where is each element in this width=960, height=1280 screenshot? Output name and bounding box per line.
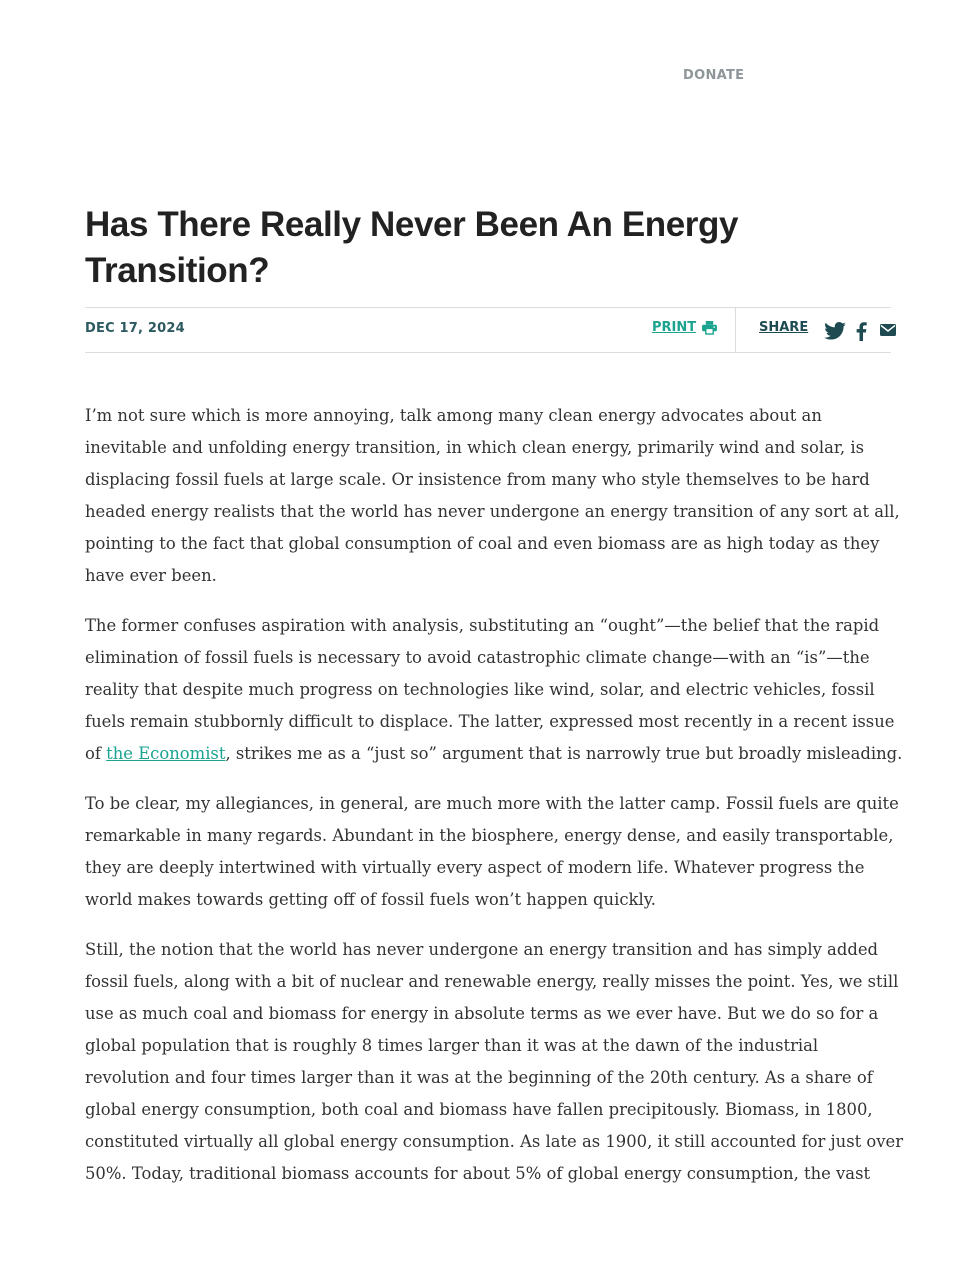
twitter-icon[interactable] (824, 322, 846, 340)
text-line: have ever been. (85, 566, 217, 585)
text-line: reality that despite much progress on technologies like wind, solar, and electric vehicles, fossil (85, 680, 875, 699)
text-fragment: , strikes me as a “just so” argument that is narrowly true but broadly misleading. (225, 744, 903, 763)
text-line (85, 738, 903, 770)
text-line: revolution and four times larger than it was at the beginning of the 20th century. As a share of (85, 1068, 873, 1087)
economist-link[interactable]: the Economist (106, 744, 226, 763)
text-line: fossil fuels, along with a bit of nuclear and renewable energy, really misses the point. Yes, we still (85, 972, 899, 991)
article (85, 202, 904, 1183)
text-line: fuels remain stubbornly difficult to displace. The latter, expressed most recently in a recent issue (85, 712, 895, 731)
text-line: remarkable in many regards. Abundant in the biosphere, energy dense, and easily transportable, (85, 826, 894, 845)
text-line: Still, the notion that the world has never undergone an energy transition and has simply added (85, 940, 879, 959)
paragraph (85, 788, 899, 916)
text-line: pointing to the fact that global consumption of coal and even biomass are as high today as they (85, 534, 880, 553)
text-line: The former confuses aspiration with analysis, substituting an “ought”—the belief that the rapid (85, 616, 880, 635)
facebook-icon[interactable] (856, 322, 867, 341)
article-title: Has There Really Never Been An Energy Transition? (85, 205, 739, 290)
text-line: global population that is roughly 8 times larger than it was at the dawn of the industrial (85, 1036, 819, 1055)
paragraph (85, 934, 904, 1190)
text-line: constituted virtually all global energy consumption. As late as 1900, it still accounted for just over (85, 1132, 904, 1151)
email-icon[interactable] (880, 322, 896, 338)
text-line: To be clear, my allegiances, in general, are much more with the latter camp. Fossil fuels are quite (85, 794, 899, 813)
share-label[interactable]: SHARE (759, 320, 809, 335)
print-button[interactable] (652, 320, 717, 335)
article-date: DEC 17, 2024 (85, 321, 185, 336)
article-body (85, 400, 904, 1208)
text-line: global energy consumption, both coal and biomass have fallen precipitously. Biomass, in 1800, (85, 1100, 873, 1119)
text-fragment: of (85, 744, 107, 763)
meta-divider (735, 308, 736, 352)
text-line: inevitable and unfolding energy transition, in which clean energy, primarily wind and solar, is (85, 438, 865, 457)
text-line: I’m not sure which is more annoying, talk among many clean energy advocates about an (85, 406, 822, 425)
text-line: displacing fossil fuels at large scale. Or insistence from many who style themselves to be hard (85, 470, 870, 489)
paragraph (85, 400, 900, 592)
text-line: use as much coal and biomass for energy in absolute terms as we ever have. But we do so for a (85, 1004, 879, 1023)
printer-icon (702, 321, 717, 334)
text-line: world makes towards getting off of fossil fuels won’t happen quickly. (85, 890, 656, 909)
text-line: headed energy realists that the world has never undergone an energy transition of any sort at all, (85, 502, 900, 521)
paragraph (85, 610, 903, 770)
article-meta-bar (85, 307, 891, 353)
text-line: they are deeply intertwined with virtually every aspect of modern life. Whatever progress the (85, 858, 865, 877)
text-line: 50%. Today, traditional biomass accounts for about 5% of global energy consumption, the vast (85, 1164, 871, 1183)
text-line: elimination of fossil fuels is necessary to avoid catastrophic climate change—with an “is”—the (85, 648, 870, 667)
print-label: PRINT (652, 320, 697, 335)
donate-link[interactable]: DONATE (683, 68, 745, 83)
